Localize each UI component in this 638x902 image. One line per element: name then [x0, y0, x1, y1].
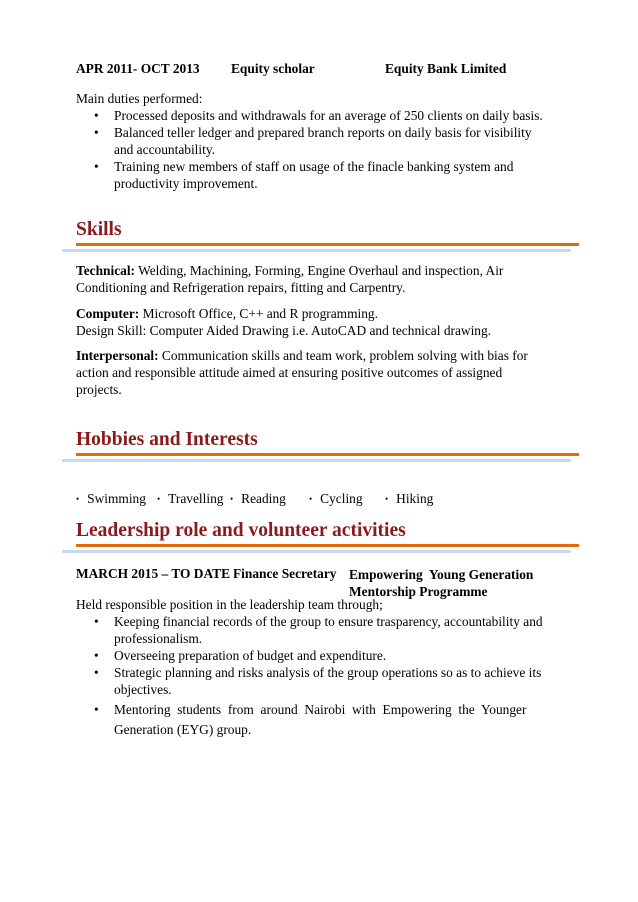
- leadership-role: Finance Secretary: [233, 566, 337, 581]
- list-item-continuation: and accountability.: [114, 142, 216, 157]
- list-item: • Training new members of staff on usage of the finacle banking system and: [94, 159, 514, 174]
- bullet-icon: •: [94, 159, 99, 174]
- job-dates: APR 2011- OCT 2013: [76, 61, 200, 76]
- leadership-dates: MARCH 2015 – TO DATE: [76, 566, 231, 581]
- section-rule-blue: [62, 249, 571, 252]
- hobby-item: • Swimming: [76, 491, 146, 506]
- list-item: • Keeping financial records of the group to ensure trasparency, accountability and: [94, 614, 543, 629]
- list-item: • Strategic planning and risks analysis of the group operations so as to achieve its: [94, 665, 542, 680]
- hobby-item: • Travelling: [157, 491, 224, 506]
- section-rule-orange: [76, 453, 579, 456]
- section-rule-blue: [62, 550, 571, 553]
- hobbies-heading: Hobbies and Interests: [76, 429, 258, 450]
- job-duties-list: [76, 107, 556, 192]
- job-company: Equity Bank Limited: [385, 61, 507, 76]
- job-title: Equity scholar: [231, 61, 315, 76]
- hobby-item: • Cycling: [309, 491, 363, 506]
- bullet-icon: •: [76, 494, 80, 504]
- list-item: • Balanced teller ledger and prepared branch reports on daily basis for visibility: [94, 125, 532, 140]
- bullet-icon: •: [94, 125, 99, 140]
- list-item: • Overseeing preparation of budget and expenditure.: [94, 648, 387, 663]
- duties-label: Main duties performed:: [76, 91, 203, 106]
- section-rule-orange: [76, 544, 579, 547]
- skills-interpersonal: Interpersonal: Communication skills and team work, problem solving with bias for action and responsible attitude aimed at ensuring positive outcomes of assigned projects.: [76, 348, 528, 397]
- list-item-continuation: productivity improvement.: [114, 176, 258, 191]
- technical-label: Technical:: [76, 263, 136, 278]
- list-item: • Processed deposits and withdrawals for an average of 250 clients on daily basis.: [94, 108, 543, 123]
- bullet-icon: •: [385, 494, 389, 504]
- skills-computer: Computer: Microsoft Office, C++ and R programming. Design Skill: Computer Aided Drawing i.e. AutoCAD and technical drawing.: [76, 306, 492, 338]
- list-item-continuation: Generation (EYG) group.: [114, 722, 252, 737]
- hobby-item: • Hiking: [385, 491, 434, 506]
- skills-heading: Skills: [76, 219, 122, 240]
- bullet-icon: •: [94, 614, 99, 629]
- section-rule-blue: [62, 459, 571, 462]
- leadership-org: Empowering Young Generation Mentorship Programme: [349, 567, 534, 599]
- skills-technical: Technical: Welding, Machining, Forming, Engine Overhaul and inspection, Air Conditioning and Refrigeration repairs, fitting and Carpentry.: [76, 263, 504, 295]
- list-item-continuation: professionalism.: [114, 631, 203, 646]
- list-item: • Mentoring students from around Nairobi with Empowering the Younger: [94, 702, 527, 717]
- bullet-icon: •: [94, 108, 99, 123]
- interpersonal-label: Interpersonal:: [76, 348, 159, 363]
- bullet-icon: •: [230, 494, 234, 504]
- bullet-icon: •: [309, 494, 313, 504]
- leadership-intro: Held responsible position in the leadership team through;: [76, 597, 383, 612]
- bullet-icon: •: [94, 702, 99, 717]
- leadership-heading: Leadership role and volunteer activities: [76, 520, 406, 541]
- bullet-icon: •: [157, 494, 161, 504]
- leadership-duties-list: [76, 613, 566, 738]
- list-item-continuation: objectives.: [114, 682, 172, 697]
- section-rule-orange: [76, 243, 579, 246]
- hobby-item: • Reading: [230, 491, 286, 506]
- computer-label: Computer:: [76, 306, 140, 321]
- bullet-icon: •: [94, 648, 99, 663]
- bullet-icon: •: [94, 665, 99, 680]
